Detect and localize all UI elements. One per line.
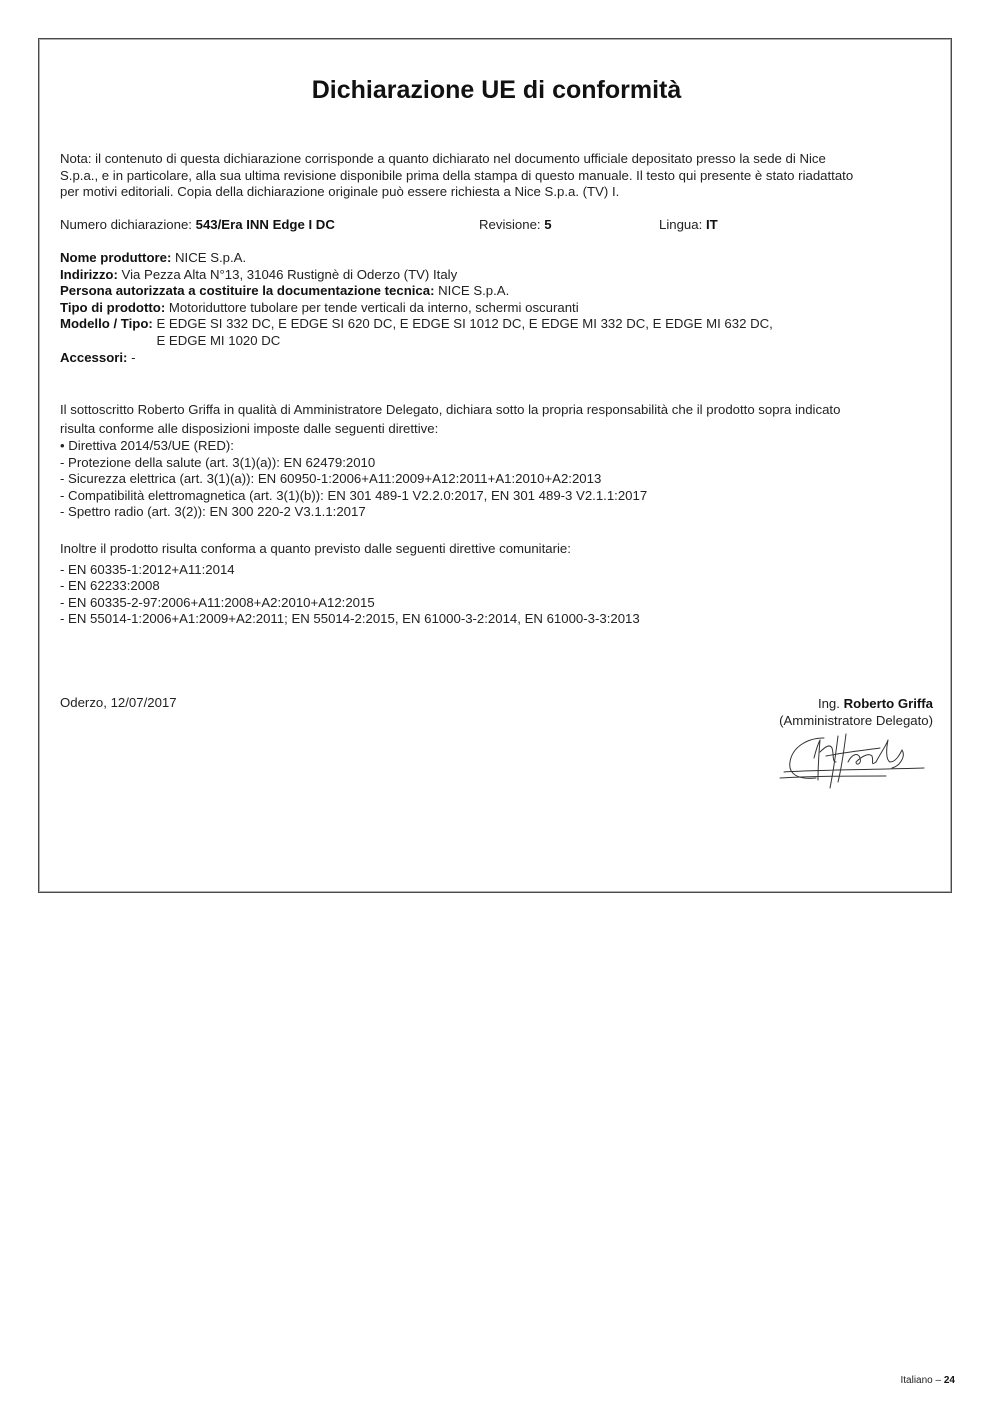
note-line: S.p.a., e in particolare, alla sua ultima revisione disponibile prima della stampa di questo manuale. Il testo qui presente è stato riadattato [60, 167, 854, 183]
page-title: Dichiarazione UE di conformità [311, 76, 682, 104]
directive-item: • Direttiva 2014/53/UE (RED): [60, 438, 234, 453]
standard-item: - EN 60335-2-97:2006+A11:2008+A2:2010+A12:2015 [60, 594, 375, 610]
product-type-row: Tipo di prodotto: Motoriduttore tubolare per tende verticali da interno, schermi oscuranti [60, 299, 579, 315]
handwritten-signature [776, 732, 926, 792]
additional-directives [60, 541, 934, 628]
product-info [60, 250, 934, 366]
standard-item: - EN 55014-1:2006+A1:2009+A2:2011; EN 55014-2:2015, EN 61000-3-2:2014, EN 61000-3-3:2013 [60, 611, 640, 627]
standard-item: - Compatibilità elettromagnetica (art. 3(1)(b)): EN 301 489-1 V2.2.0:2017, EN 301 489-3 V2.1.1:2017 [60, 487, 648, 503]
note-line: per motivi editoriali. Copia della dichiarazione originale può essere richiesta a Nice S.p.a. (TV) I. [60, 184, 620, 200]
standard-item: - EN 60335-1:2012+A11:2014 [60, 561, 235, 577]
authorized-person-row: Persona autorizzata a costituire la documentazione tecnica: NICE S.p.A. [60, 283, 510, 299]
signatory-role: (Amministratore Delegato) [779, 713, 933, 728]
signatory-name: Ing. Roberto Griffa [817, 696, 933, 711]
place-date: Oderzo, 12/07/2017 [60, 695, 177, 710]
page-number: 24 [943, 1375, 955, 1386]
model-row: Modello / Tipo: E EDGE SI 332 DC, E EDGE SI 620 DC, E EDGE SI 1012 DC, E EDGE MI 332 DC, E EDGE MI 632 DC, E EDGE MI 1020 DC [60, 316, 934, 349]
note-paragraph [60, 151, 934, 201]
producer-row: Nome produttore: NICE S.p.A. [60, 250, 247, 265]
accessories-row: Accessori: - [60, 349, 136, 365]
model-line: E EDGE SI 332 DC, E EDGE SI 620 DC, E EDGE SI 1012 DC, E EDGE MI 332 DC, E EDGE MI 632 DC, [156, 316, 773, 332]
standard-item: - Sicurezza elettrica (art. 3(1)(a)): EN 60950-1:2006+A11:2009+A12:2011+A1:2010+A2:2013 [60, 471, 602, 487]
standard-item: - EN 62233:2008 [60, 578, 160, 594]
language: Lingua: IT [659, 217, 718, 232]
declaration-meta [60, 217, 934, 234]
revision: Revisione: 5 [479, 217, 552, 232]
additional-intro: Inoltre il prodotto risulta conforma a quanto previsto dalle seguenti direttive comunitarie: [60, 541, 571, 556]
address-row: Indirizzo: Via Pezza Alta N°13, 31046 Rustignè di Oderzo (TV) Italy [60, 266, 458, 282]
standard-item: - Spettro radio (art. 3(2)): EN 300 220-2 V3.1.1:2017 [60, 504, 366, 520]
note-line: Nota: il contenuto di questa dichiarazione corrisponde a quanto dichiarato nel documento ufficiale depositato presso la sede di Nice [60, 151, 826, 166]
statement-line: Il sottoscritto Roberto Griffa in qualità di Amministratore Delegato, dichiara sotto la propria responsabilità che il prodotto sopra indicato [60, 402, 841, 417]
standard-item: - Protezione della salute (art. 3(1)(a)): EN 62479:2010 [60, 454, 376, 470]
declaration-statement [60, 401, 934, 521]
model-line: E EDGE MI 1020 DC [156, 332, 281, 348]
declaration-number: Numero dichiarazione: 543/Era INN Edge I DC [60, 217, 335, 232]
page-footer: Italiano – 24 [900, 1375, 955, 1386]
signatory-block [779, 695, 933, 729]
statement-line: risulta conforme alle disposizioni imposte dalle seguenti direttive: [60, 420, 439, 436]
